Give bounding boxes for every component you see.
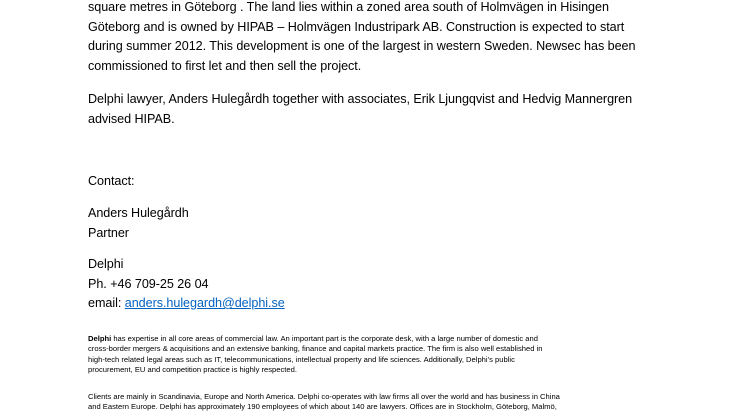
about-line: and Eastern Europe. Delphi has approximately 190 employees of which about 140 are lawyers. Offices are in Stockholm, Göteborg, Malmö, bbox=[88, 402, 557, 412]
email-label: email: bbox=[88, 296, 125, 311]
email-link[interactable]: anders.hulegardh@delphi.se bbox=[124, 296, 285, 311]
paragraph-line: Göteborg and is owned by HIPAB – Holmvägen Industripark AB. Construction is expected to start bbox=[88, 19, 625, 34]
paragraph-line: commissioned to first let and then sell the project. bbox=[88, 58, 362, 73]
paragraph-project-description bbox=[88, 0, 688, 76]
contact-phone: Ph. +46 709-25 26 04 bbox=[88, 276, 209, 291]
about-line: high-tech related legal areas such as IT, telecommunications, intellectual property and life sciences. Additionally, Delphi’s public bbox=[88, 354, 515, 364]
contact-person bbox=[88, 204, 688, 243]
paragraph-line: Delphi lawyer, Anders Hulegårdh together with associates, Erik Ljungqvist and Hedvig Mannergren bbox=[88, 92, 633, 106]
paragraph-advisors bbox=[88, 90, 688, 129]
about-line: Clients are mainly in Scandinavia, Europe and North America. Delphi co-operates with law firms all over the world and has business in China bbox=[88, 392, 560, 401]
about-line: cross-border mergers & acquisitions and an extensive banking, finance and capital markets practice. The firm is also well established in bbox=[88, 344, 543, 354]
contact-title: Partner bbox=[88, 225, 129, 240]
about-firm-paragraph bbox=[88, 334, 688, 376]
about-line bbox=[88, 334, 688, 344]
about-line: procurement, EU and competition practice is highly respected. bbox=[88, 365, 297, 375]
contact-company: Delphi bbox=[88, 257, 124, 271]
contact-label: Contact: bbox=[88, 174, 135, 188]
paragraph-line: during summer 2012. This development is one of the largest in western Sweden. Newsec has been bbox=[88, 39, 636, 54]
contact-heading bbox=[88, 172, 688, 192]
contact-name: Anders Hulegårdh bbox=[88, 206, 189, 220]
contact-email-line bbox=[88, 294, 688, 314]
firm-name-bold: Delphi bbox=[88, 334, 112, 343]
about-clients-paragraph bbox=[88, 392, 688, 413]
paragraph-line: advised HIPAB. bbox=[88, 111, 175, 126]
about-line-rest: has expertise in all core areas of commercial law. An important part is the corporate desk, with a large number of domestic and bbox=[111, 334, 538, 343]
paragraph-line: square metres in Göteborg . The land lies within a zoned area south of Holmvägen in Hisingen bbox=[88, 0, 609, 14]
contact-details bbox=[88, 255, 688, 314]
